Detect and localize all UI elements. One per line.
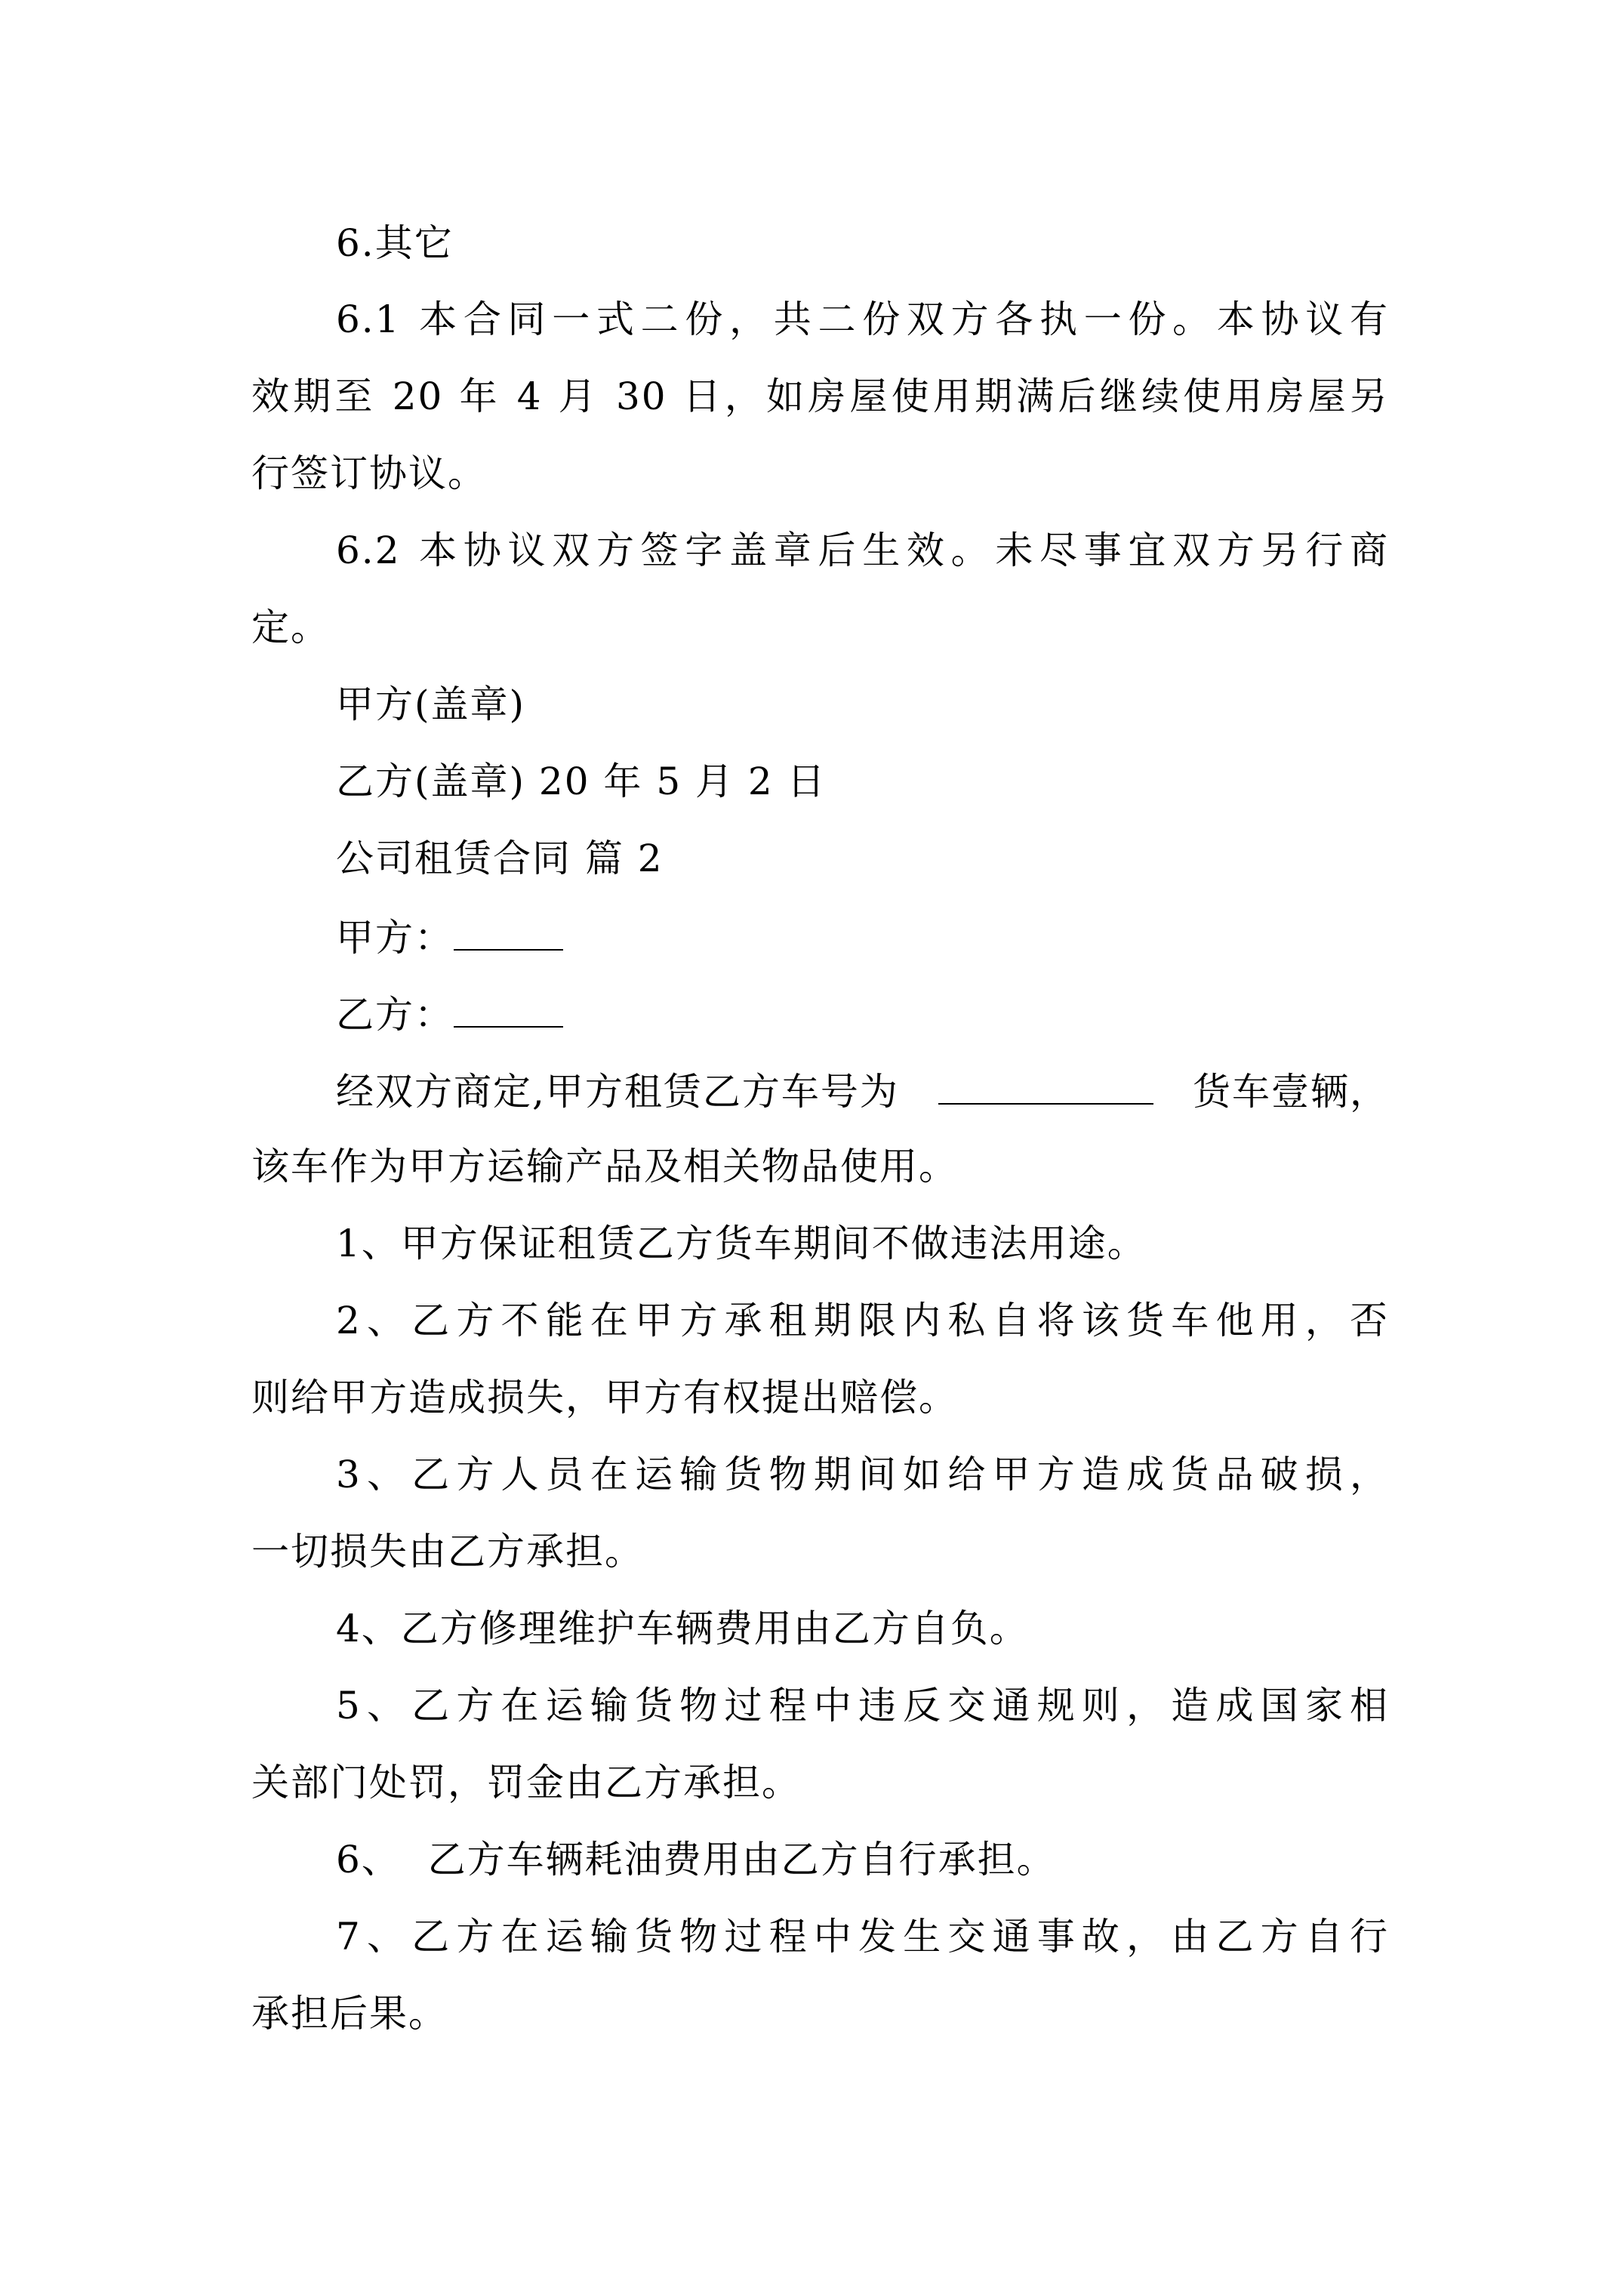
clause-6-2-line-1: 6.2 本协议双方签字盖章后生效。未尽事宜双方另行商 [336,529,1389,572]
contract-2-title: 公司租赁合同 篇 2 [336,837,664,880]
party-b-field [336,990,563,1037]
item-2-line-2: 则给甲方造成损失，甲方有权提出赔偿。 [251,1376,958,1419]
clause-6-2-line-2: 定。 [251,606,330,649]
party-a-seal: 甲方(盖章) [336,683,526,726]
item-4: 4、乙方修理维护车辆费用由乙方自负。 [336,1607,1029,1650]
intro-text-after: 货车壹辆， [1193,1070,1389,1114]
vehicle-number-blank [938,1067,1153,1105]
item-3-line-1: 3、乙方人员在运输货物期间如给甲方造成货品破损， [336,1453,1389,1496]
item-2-line-1: 2、乙方不能在甲方承租期限内私自将该货车他用，否 [336,1299,1389,1342]
party-a-field [336,913,563,960]
clause-6-1-line-3: 行签订协议。 [251,451,487,495]
party-b-seal-date: 乙方(盖章) 20 年 5 月 2 日 [336,760,827,803]
item-7-line-2: 承担后果。 [251,1992,448,2036]
item-1: 1、甲方保证租赁乙方货车期间不做违法用途。 [336,1222,1147,1265]
item-5-line-1: 5、乙方在运输货物过程中违反交通规则，造成国家相 [336,1684,1389,1727]
clause-6-1-line-1: 6.1 本合同一式二份，共二份双方各执一份。本协议有 [336,297,1389,341]
party-a-label: 甲方： [336,916,454,960]
intro-line-1 [336,1067,1389,1114]
clause-6-1-line-2: 效期至 20 年 4 月 30 日，如房屋使用期满后继续使用房屋另 [251,374,1389,418]
item-3-line-2: 一切损失由乙方承担。 [251,1530,644,1573]
section-6-heading: 6.其它 [336,221,454,265]
item-5-line-2: 关部门处罚，罚金由乙方承担。 [251,1761,801,1804]
party-a-blank [454,913,563,951]
intro-text-before: 经双方商定,甲方租赁乙方车号为 [336,1070,899,1114]
item-7-line-1: 7、乙方在运输货物过程中发生交通事故，由乙方自行 [336,1915,1389,1959]
item-6: 6、 乙方车辆耗油费用由乙方自行承担。 [336,1838,1056,1881]
intro-line-2: 该车作为甲方运输产品及相关物品使用。 [251,1145,958,1188]
party-b-blank [454,990,563,1028]
party-b-label: 乙方： [336,993,454,1037]
